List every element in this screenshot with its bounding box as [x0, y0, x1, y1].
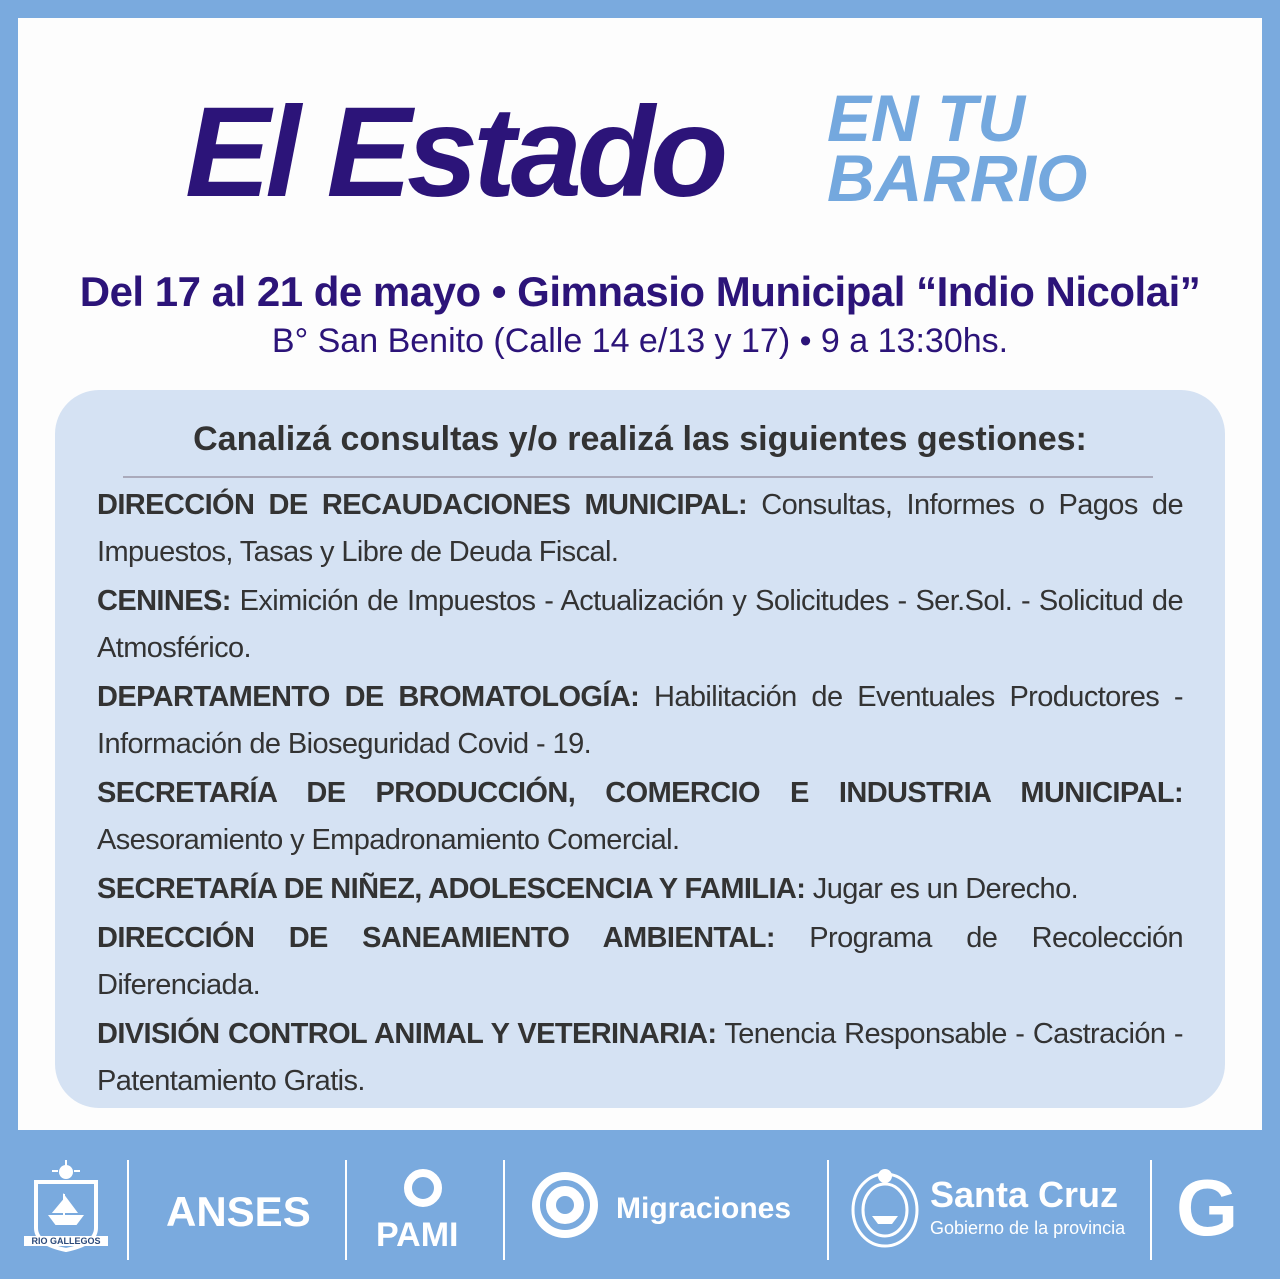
- list-item: [97, 1011, 1183, 1105]
- item-label: DEPARTAMENTO DE BROMATOLOGÍA:: [97, 681, 640, 713]
- pami-text: PAMI: [376, 1216, 459, 1254]
- separator: [345, 1160, 347, 1260]
- item-label: SECRETARÍA DE NIÑEZ, ADOLESCENCIA Y FAMILIA:: [97, 873, 806, 905]
- item-text: Programa de Recolección Diferenciada.: [97, 922, 1184, 1001]
- separator: [503, 1160, 505, 1260]
- list-item: [97, 770, 1183, 864]
- logo-footer: [0, 1130, 1280, 1279]
- event-address-time: B° San Benito (Calle 14 e/13 y 17) • 9 a 13:30hs.: [271, 322, 1009, 360]
- anses-logo: ANSES: [166, 1188, 311, 1235]
- migraciones-text: Migraciones: [616, 1192, 792, 1225]
- item-label: DIVISIÓN CONTROL ANIMAL Y VETERINARIA:: [97, 1018, 717, 1050]
- title-main: El Estado: [185, 81, 724, 224]
- list-item: [97, 866, 1183, 913]
- pami-icon: [403, 1168, 443, 1208]
- g-logo: G: [1176, 1163, 1239, 1252]
- santa-cruz-crest-icon: [848, 1166, 922, 1250]
- santa-cruz-text: Santa Cruz: [930, 1174, 1119, 1215]
- panel-heading: Canalizá consultas y/o realizá las siguientes gestiones:: [193, 420, 1087, 458]
- event-date-place: Del 17 al 21 de mayo • Gimnasio Municipal “Indio Nicolai”: [79, 268, 1201, 315]
- separator: [1150, 1160, 1152, 1260]
- rio-gallegos-logo: [30, 1158, 102, 1254]
- item-text: Consultas, Informes o Pagos de Impuestos, Tasas y Libre de Deuda Fiscal.: [97, 489, 1183, 568]
- santa-cruz-subtext: Gobierno de la provincia: [930, 1218, 1126, 1238]
- separator: [827, 1160, 829, 1260]
- title-sub-line2: BARRIO: [827, 141, 1088, 215]
- item-label: DIRECCIÓN DE SANEAMIENTO AMBIENTAL:: [97, 922, 775, 954]
- item-label: SECRETARÍA DE PRODUCCIÓN, COMERCIO E INDUSTRIA MUNICIPAL:: [97, 777, 1183, 809]
- item-text: Asesoramiento y Empadronamiento Comercial.: [97, 824, 680, 856]
- list-item: [97, 578, 1183, 672]
- list-item: [97, 915, 1183, 1009]
- rio-gallegos-text: RIO GALLEGOS: [24, 1236, 108, 1246]
- santa-cruz-logo: [848, 1166, 1138, 1252]
- item-label: CENINES:: [97, 585, 231, 617]
- item-text: Habilitación de Eventuales Productores - Información de Bioseguridad Covid - 19.: [97, 681, 1183, 760]
- item-label: DIRECCIÓN DE RECAUDACIONES MUNICIPAL:: [97, 489, 748, 521]
- pami-logo: [376, 1168, 472, 1258]
- migraciones-logo: [528, 1172, 808, 1242]
- item-text: Eximición de Impuestos - Actualización y Solicitudes - Ser.Sol. - Solicitud de Atmosférico.: [97, 585, 1183, 664]
- title-sub: [827, 81, 1088, 215]
- divider: [123, 476, 1153, 478]
- list-item: [97, 482, 1183, 576]
- title-sub-line1: EN TU: [827, 81, 1025, 155]
- item-text: Tenencia Responsable - Castración - Patentamiento Gratis.: [97, 1018, 1183, 1097]
- list-item: [97, 674, 1183, 768]
- separator: [127, 1160, 129, 1260]
- migraciones-icon: [528, 1168, 602, 1242]
- item-text: Jugar es un Derecho.: [812, 873, 1079, 905]
- services-panel: [55, 390, 1225, 1108]
- services-list: [97, 482, 1183, 1107]
